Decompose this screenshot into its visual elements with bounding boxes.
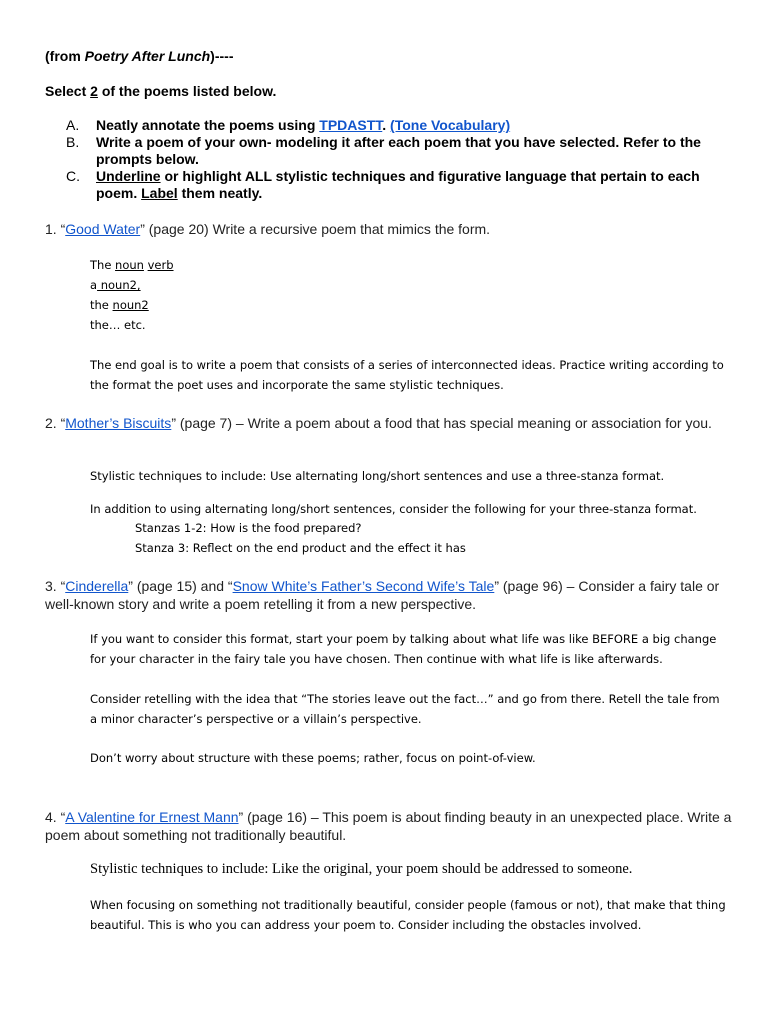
select-number: 2 xyxy=(90,83,98,99)
step-c-text: or highlight ALL stylistic techniques and figurative language that pertain to each poem. xyxy=(96,168,700,201)
step-marker: B. xyxy=(66,134,80,150)
poem4-prompt xyxy=(45,808,735,844)
poem1-number: 1. “ xyxy=(45,221,66,237)
poem3-mid: ” (page 15) and “ xyxy=(128,578,233,594)
poem2-prompt xyxy=(45,414,735,432)
step-marker: A. xyxy=(66,117,80,133)
pattern-line-2 xyxy=(90,275,730,295)
poem1-text: ” (page 20) Write a recursive poem that mimics the form. xyxy=(140,221,491,237)
poem3-number: 3. “ xyxy=(45,578,66,594)
step-a xyxy=(66,117,736,134)
pattern-word: a xyxy=(90,278,98,292)
good-water-link[interactable]: Good Water xyxy=(65,221,141,237)
step-marker: C. xyxy=(66,168,80,184)
pattern-noun2: noun2 xyxy=(112,298,149,312)
poem2-text: ” (page 7) – Write a poem about a food that has special meaning or association for you. xyxy=(171,415,712,431)
pattern-noun: noun xyxy=(115,258,144,272)
pattern-line-1 xyxy=(90,255,730,275)
tpdastt-link[interactable]: TPDASTT xyxy=(319,117,383,133)
select-prefix: Select xyxy=(45,83,91,99)
poem1-note: The end goal is to write a poem that consists of a series of interconnected ideas. Practice writing according to the format the poet uses and incorporate the same stylistic techniques. xyxy=(90,358,724,392)
poem3-prompt xyxy=(45,577,735,613)
source-book-title: Poetry After Lunch xyxy=(84,48,211,64)
poem1-prompt xyxy=(45,220,735,238)
step-c-text-end: them neatly. xyxy=(177,185,263,201)
poem4-number: 4. “ xyxy=(45,809,66,825)
poem3-note-1: If you want to consider this format, start your poem by talking about what life was like BEFORE a big change for your character in the fairy tale you have chosen. Then continue with what life is like afterwards. xyxy=(90,632,717,666)
poem3-note-2: Consider retelling with the idea that “The stories leave out the fact…” and go from there. Retell the tale from a minor character’s perspective or a villain’s perspective. xyxy=(90,692,720,726)
poem2-note-1: Stylistic techniques to include: Use alternating long/short sentences and use a three-stanza format. xyxy=(90,469,665,483)
pattern-noun2: noun2, xyxy=(97,278,141,292)
step-a-text: Neatly annotate the poems using xyxy=(96,117,320,133)
poem4-text: ” (page 16) – This poem is about finding beauty in an unexpected place. Write a poem about something not traditionally beautiful. xyxy=(45,809,732,843)
pattern-word: the xyxy=(90,298,113,312)
snow-white-link[interactable]: Snow White’s Father’s Second Wife’s Tale xyxy=(232,578,495,594)
step-b-text: Write a poem of your own- modeling it after each poem that you have selected. Refer to the prompts below. xyxy=(96,134,701,167)
source-suffix: )---- xyxy=(210,48,234,64)
poem2-number: 2. “ xyxy=(45,415,66,431)
cinderella-link[interactable]: Cinderella xyxy=(65,578,129,594)
steps-list xyxy=(66,117,736,202)
mothers-biscuits-link[interactable]: Mother’s Biscuits xyxy=(65,415,172,431)
poem4-note-2: When focusing on something not traditionally beautiful, consider people (famous or not), that make that thing beautiful. This is who you can address your poem to. Consider including the obstacles involved. xyxy=(90,898,726,932)
poem2-note-2: In addition to using alternating long/short sentences, consider the following for your three-stanza format. xyxy=(90,502,697,516)
poem3-text: ” (page 96) – Consider a fairy tale or well-known story and write a poem retelling it from a new perspective. xyxy=(45,578,720,612)
step-c xyxy=(66,168,736,202)
poem4-note-1: Stylistic techniques to include: Like the original, your poem should be addressed to someone. xyxy=(90,861,633,877)
poem3-note-3: Don’t worry about structure with these poems; rather, focus on point-of-view. xyxy=(90,751,536,765)
step-c-underline-word: Underline xyxy=(96,168,161,184)
poem2-note-3: Stanzas 1-2: How is the food prepared? xyxy=(135,521,362,535)
poem1-pattern xyxy=(90,255,730,335)
tone-vocabulary-link[interactable]: (Tone Vocabulary) xyxy=(390,117,511,133)
pattern-verb: verb xyxy=(147,258,174,272)
select-instruction xyxy=(45,82,276,100)
poem2-note-4: Stanza 3: Reflect on the end product and the effect it has xyxy=(135,541,466,555)
select-suffix: of the poems listed below. xyxy=(97,83,277,99)
step-a-sep: . xyxy=(382,117,391,133)
step-b xyxy=(66,134,736,168)
source-prefix: (from xyxy=(45,48,85,64)
step-c-label-word: Label xyxy=(141,185,178,201)
pattern-word: The xyxy=(90,258,116,272)
valentine-ernest-mann-link[interactable]: A Valentine for Ernest Mann xyxy=(65,809,239,825)
source-line xyxy=(45,47,233,65)
pattern-line-4: the… etc. xyxy=(90,318,146,332)
pattern-line-3 xyxy=(90,295,730,315)
